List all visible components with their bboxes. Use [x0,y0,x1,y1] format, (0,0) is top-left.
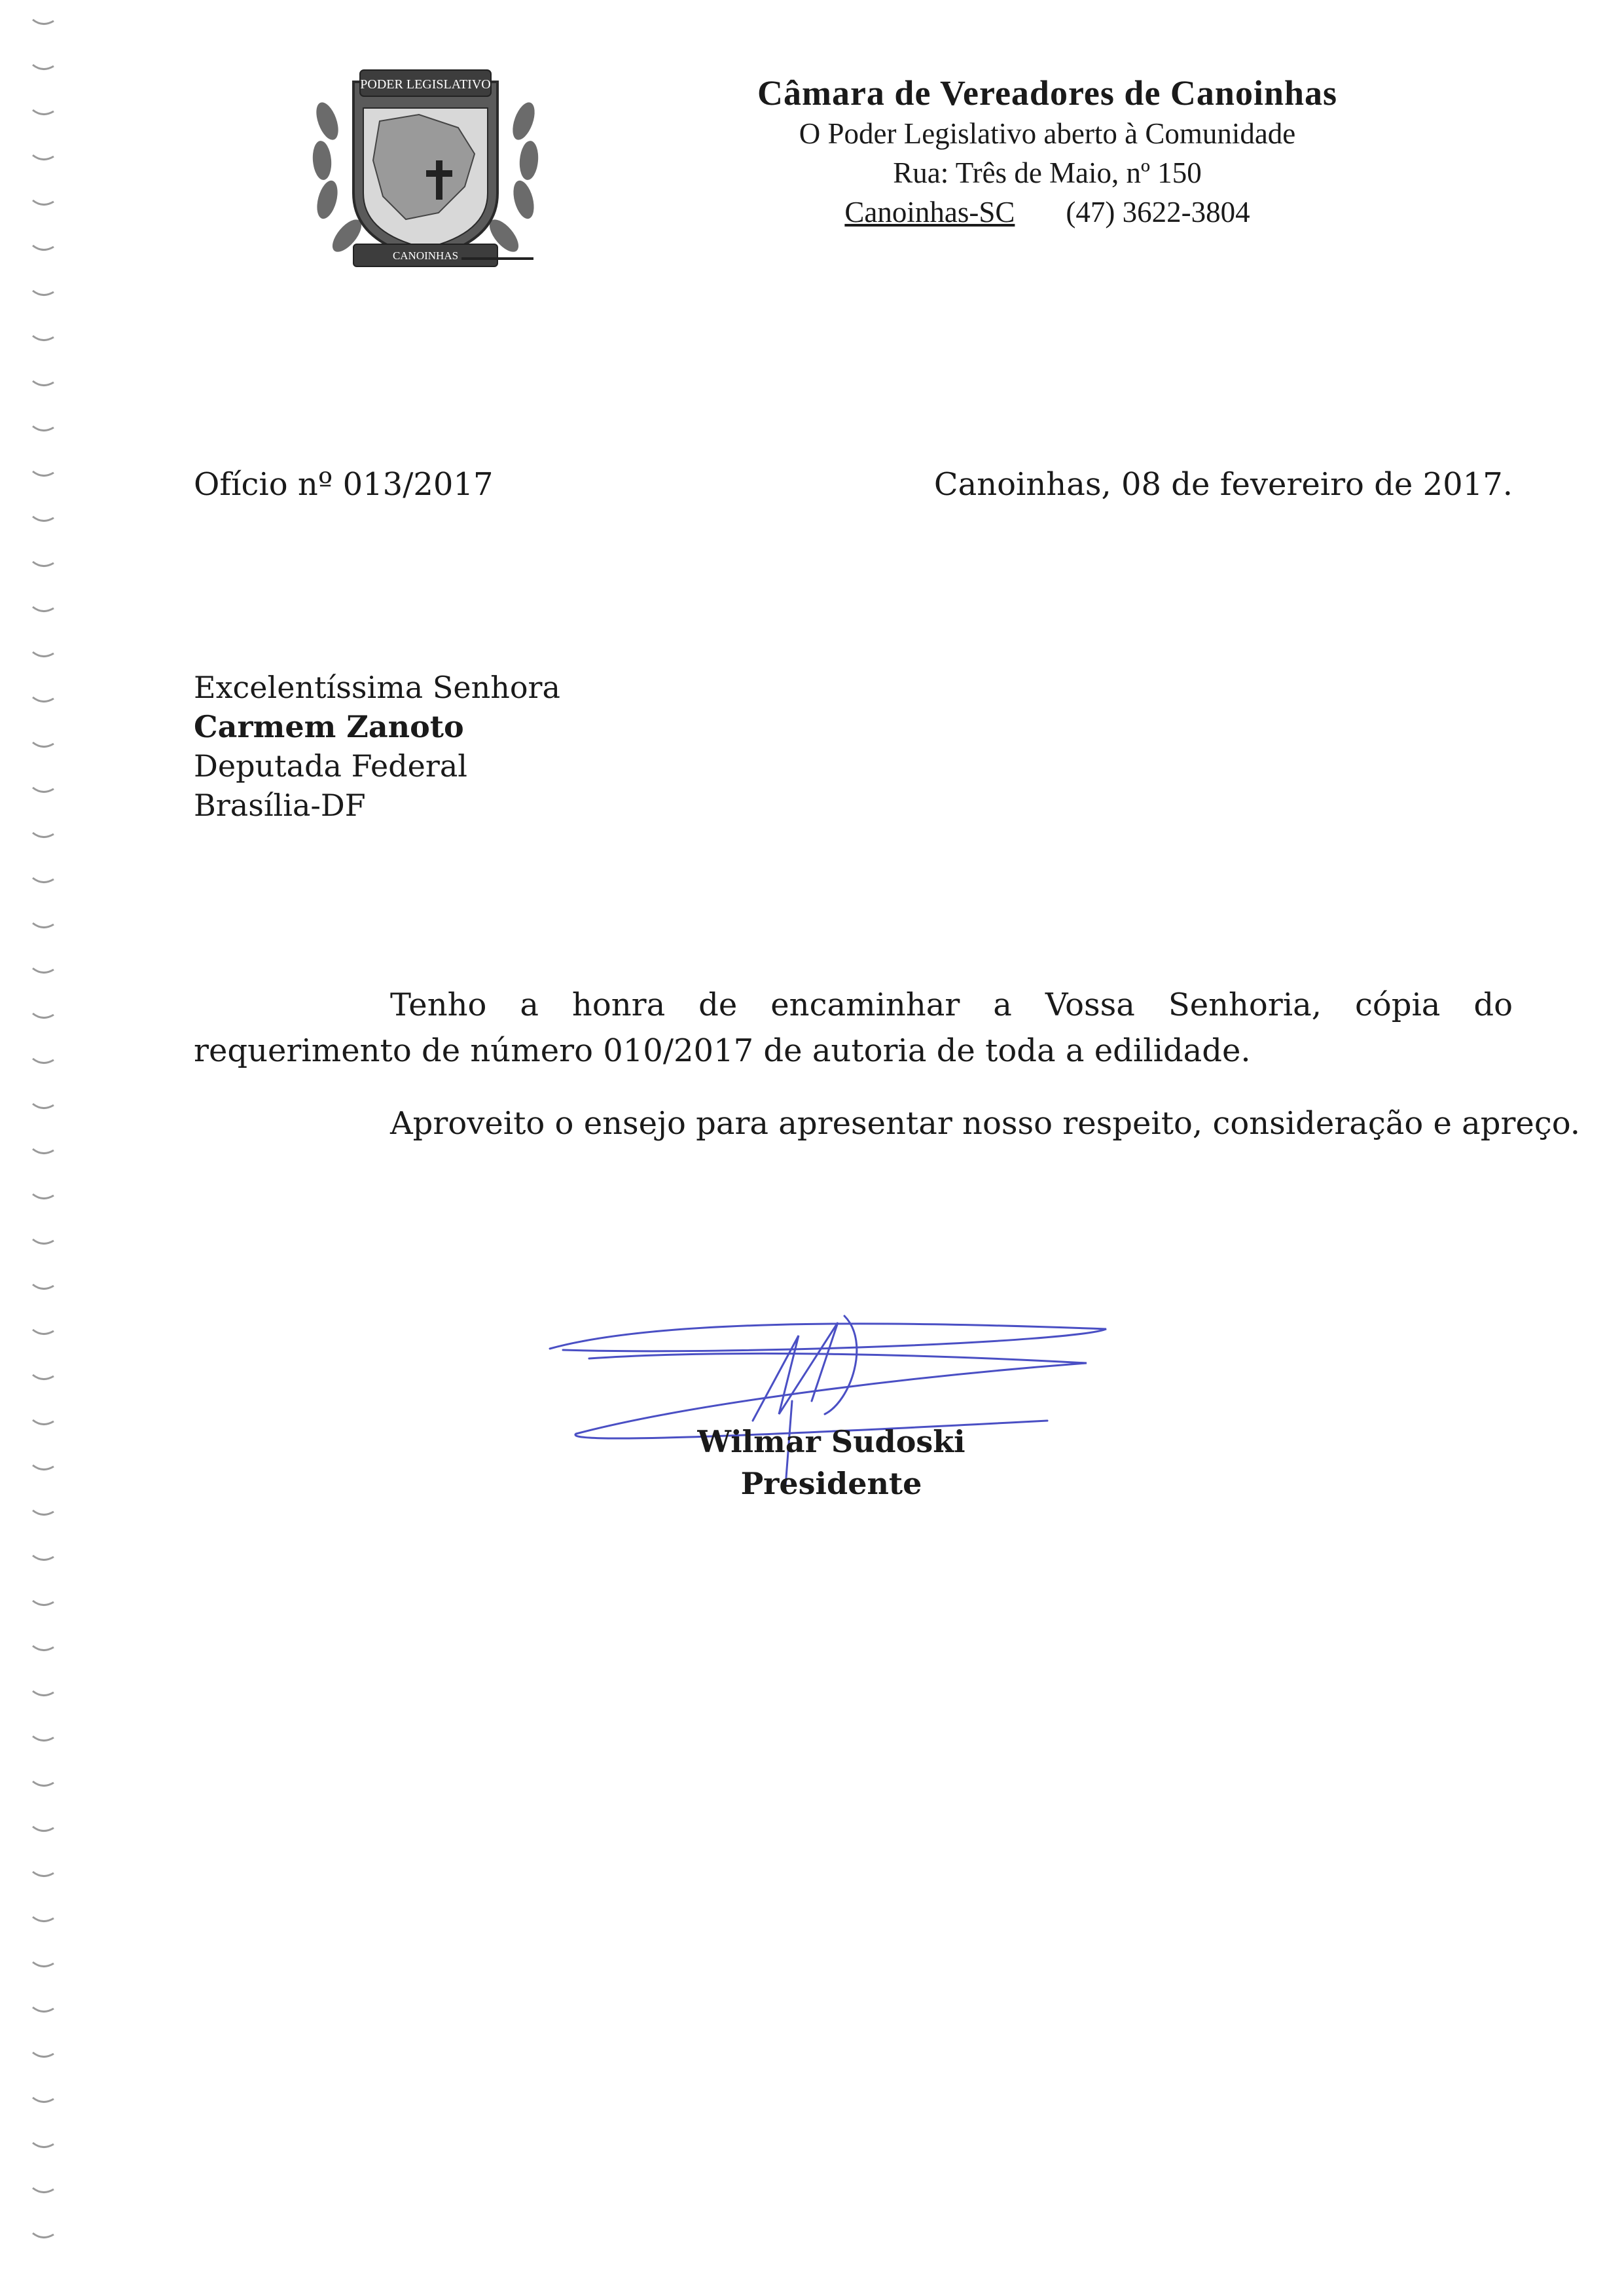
punch-hole-mark [33,2188,54,2193]
punch-hole-mark [33,1601,54,1605]
punch-hole-mark [33,2143,54,2147]
document-reference-number: Ofício nº 013/2017 [194,466,494,503]
institution-contact [694,192,1401,232]
punch-hole-mark [33,517,54,521]
punch-hole-mark [33,1330,54,1334]
institution-name: Câmara de Vereadores de Canoinhas [757,73,1338,113]
signatory-name: Wilmar Sudoski [697,1424,965,1459]
punch-hole-mark [33,110,54,115]
punch-hole-mark [33,1375,54,1379]
punch-hole-mark [33,878,54,883]
punch-hole-mark [33,291,54,295]
signatory-title: Presidente [740,1466,922,1501]
punch-hole-mark [33,2052,54,2057]
punch-hole-mark [33,155,54,160]
recipient-block [194,668,560,825]
punch-hole-mark [33,607,54,611]
punch-hole-mark [33,697,54,702]
recipient-location: Brasília-DF [194,788,366,823]
recipient-name: Carmem Zanoto [194,709,464,744]
document-date: Canoinhas, 08 de fevereiro de 2017. [933,466,1513,503]
punch-hole-mark [33,1781,54,1786]
punch-hole-mark [33,833,54,837]
institution-city: Canoinhas-SC [844,196,1015,228]
punch-hole-marks [26,0,65,2296]
signatory-block [694,1421,969,1504]
punch-hole-mark [33,1059,54,1063]
institution-address: Rua: Três de Maio, nº 150 [893,156,1202,189]
punch-hole-mark [33,2098,54,2102]
body-paragraph-2: Aproveito o ensejo para apresentar nosso respeito, consideração e apreço. [390,1105,1581,1142]
punch-hole-mark [33,426,54,431]
punch-hole-mark [33,336,54,340]
punch-hole-mark [33,562,54,566]
body-paragraph-1: Tenho a honra de encaminhar a Vossa Senhoria, cópia do requerimento de número 010/2017 de autoria de toda a edilidade. [194,987,1513,1069]
punch-hole-mark [33,1013,54,1018]
punch-hole-mark [33,1872,54,1876]
recipient-position: Deputada Federal [194,748,467,784]
punch-hole-mark [33,1736,54,1741]
punch-hole-mark [33,1691,54,1696]
punch-hole-mark [33,65,54,69]
punch-hole-mark [33,968,54,973]
punch-hole-mark [33,1917,54,1922]
punch-hole-mark [33,788,54,792]
punch-hole-mark [33,20,54,24]
institution-phone: (47) 3622-3804 [1066,196,1250,228]
svg-text:CANOINHAS: CANOINHAS [392,249,459,262]
punch-hole-mark [33,381,54,386]
punch-hole-mark [33,1465,54,1470]
letterhead [694,72,1401,232]
punch-hole-mark [33,246,54,250]
punch-hole-mark [33,200,54,205]
punch-hole-mark [33,1285,54,1289]
institution-tagline: O Poder Legislativo aberto à Comunidade [799,117,1296,150]
punch-hole-mark [33,1239,54,1244]
recipient-salutation: Excelentíssima Senhora [194,670,560,705]
punch-hole-mark [33,471,54,476]
punch-hole-mark [33,1420,54,1425]
punch-hole-mark [33,2007,54,2012]
punch-hole-mark [33,1556,54,1560]
punch-hole-mark [33,1962,54,1967]
punch-hole-mark [33,1194,54,1199]
punch-hole-mark [33,1104,54,1108]
svg-text:PODER LEGISLATIVO: PODER LEGISLATIVO [360,77,491,92]
punch-hole-mark [33,1149,54,1154]
punch-hole-mark [33,923,54,928]
municipal-crest-logo [308,62,543,278]
punch-hole-mark [33,2233,54,2238]
punch-hole-mark [33,652,54,657]
punch-hole-mark [33,1510,54,1515]
punch-hole-mark [33,742,54,747]
punch-hole-mark [33,1646,54,1650]
punch-hole-mark [33,1827,54,1831]
